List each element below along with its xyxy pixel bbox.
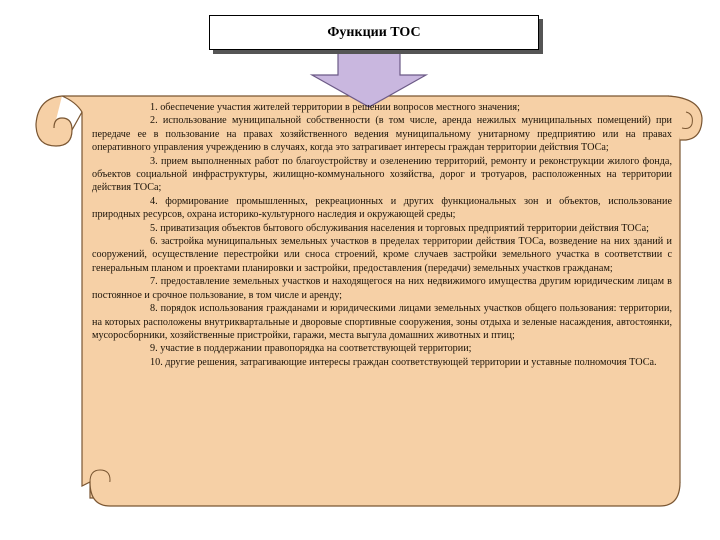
list-item: 4. формирование промышленных, рекреационных и других функциональных зон и объектов, использование природных ресурсов, охрана историко-культурного наследия и окружающей среды;	[92, 195, 672, 221]
functions-list	[92, 101, 672, 369]
scroll-left-curl	[36, 96, 72, 146]
list-item: 1. обеспечение участия жителей территории в решении вопросов местного значения;	[150, 102, 520, 113]
list-item: 5. приватизация объектов бытового обслуживания населения и торговых предприятий территории действия ТОСа;	[150, 222, 649, 234]
list-item: 8. порядок использования гражданами и юридическими лицами земельных участков общего пользования: территории, на которых расположены внутриквартальные и дворовые спортивные сооружения, зоны отдыха и зеленые насаждения, автостоянки, мусоросборники, хозяйственные пристройки, гаражи, места выгула домашних животных и птиц;	[92, 303, 672, 341]
list-item: 2. использование муниципальной собственности (в том числе, аренда нежилых муниципальных помещений) при передаче ее в пользование на правах хозяйственного ведения муниципальному унитарному предприятию или на правах оперативного управления учреждению в случаях, когда это затрагивает интересы граждан территории действия ТОСа;	[92, 115, 672, 154]
list-item: 3. прием выполненных работ по благоустройству и озеленению территорий, ремонту и реконструкции жилого фонда, объектов социальной инфраструктуры, жилищно-коммунального хозяйства, дорог и тротуаров, расположенных на территории действия ТОСа;	[92, 155, 672, 194]
list-item: 9. участие в поддержании правопорядка на соответствующей территории;	[150, 343, 472, 355]
diagram-title: Функции ТОС	[209, 15, 539, 50]
list-item: 6. застройка муниципальных земельных участков в пределах территории действия ТОСа, возведение на них зданий и сооружений, осуществление перестройки или сноса строений, кроме случаев застройки земельного участка в соответствии с генеральным планом и проектами планировки и застройки, предоставления (передачи) земельных участков гражданам;	[92, 236, 672, 274]
list-item: 10. другие решения, затрагивающие интересы граждан соответствующей территории и уставные полномочия ТОСа.	[150, 356, 657, 368]
list-item: 7. предоставление земельных участков и находящегося на них недвижимого имущества другим юридическим лицам в постоянное и срочное пользование, в том числе и аренду;	[92, 276, 672, 301]
